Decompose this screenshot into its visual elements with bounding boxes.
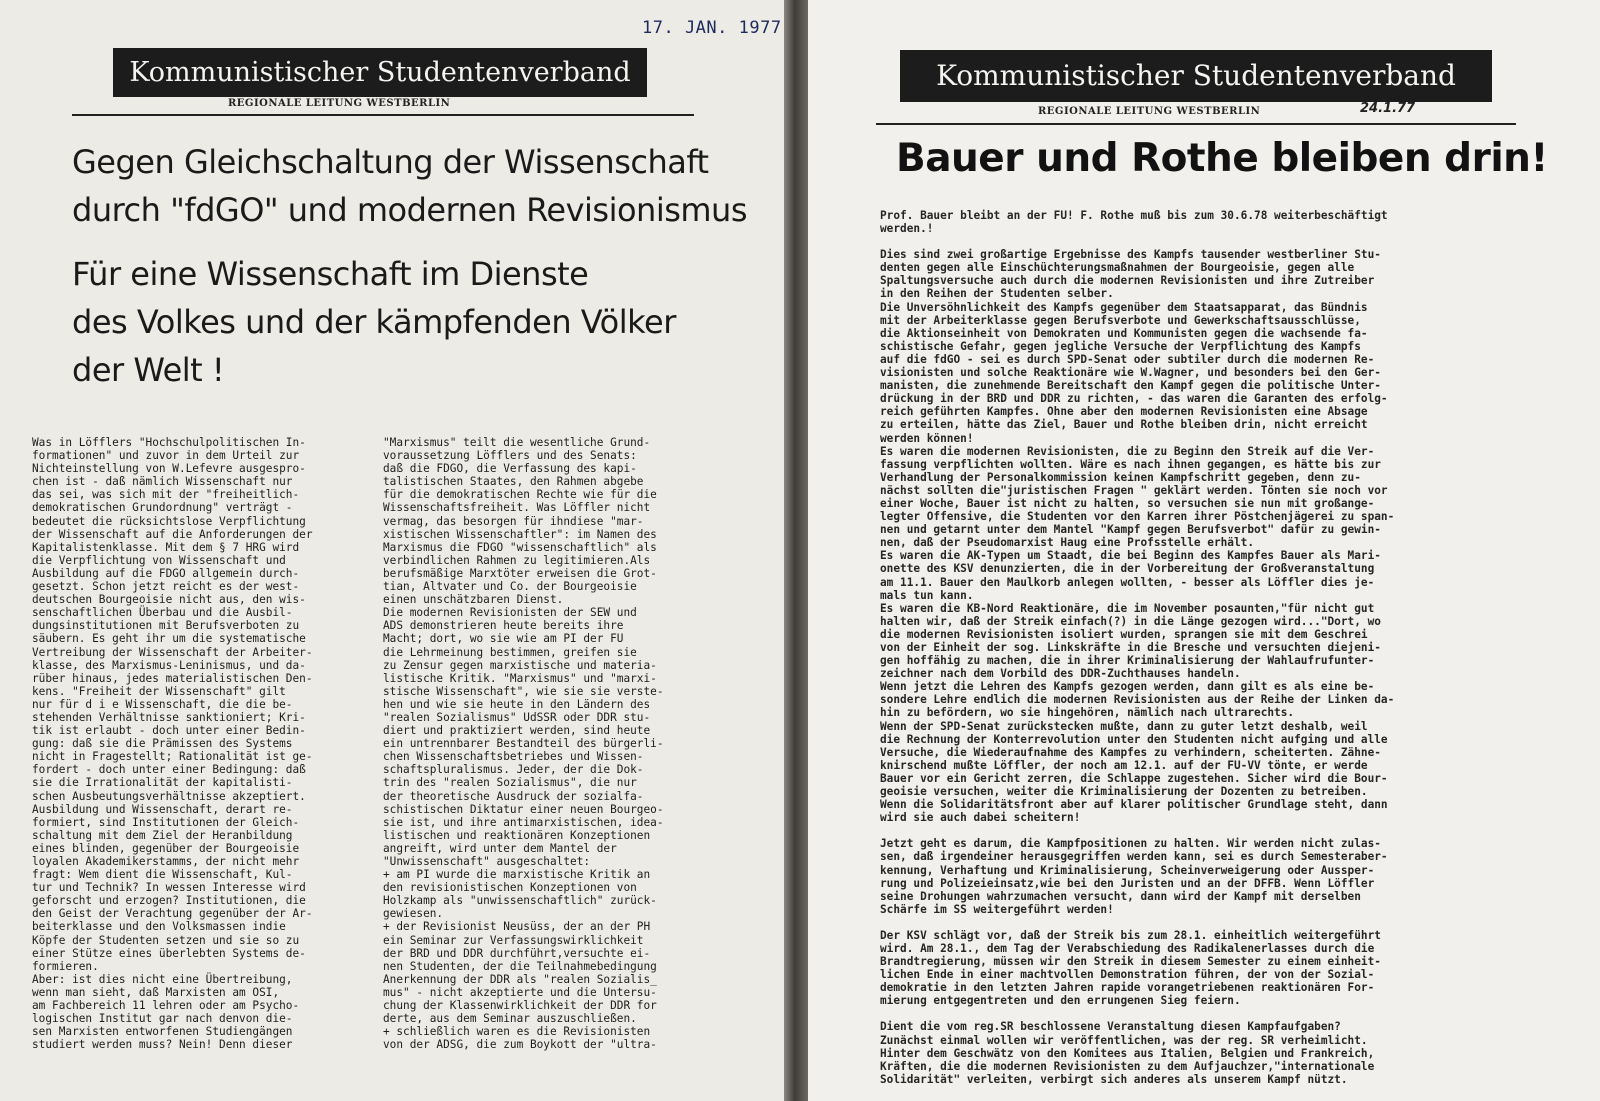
text-line: formiert, sind Institutionen der Gleich- [32,815,300,829]
text-line: Wenn jetzt die Lehren des Kampfs gezogen werden, dann gilt es als eine be- [880,680,1375,694]
text-line: gesetzt. Schon jetzt reicht es der west- [32,580,300,594]
text-line: "Unwissenschaft" ausgeschaltet: [383,855,591,868]
text-line: nen, daß der Pseudomarxist Haug eine Profsstelle erhält. [880,536,1255,550]
text-line: + der Revisionist Neusüss, der an der PH [383,920,651,934]
text-line: listischen und reaktionären Konzeptionen [383,828,651,842]
text-line: Wissenschaftsfreiheit. Was Löffler nicht [383,501,651,515]
text-line: Es waren die modernen Revisionisten, die zu Beginn den Streik auf die Ver- [880,444,1375,458]
text-line: nicht in Fragestellt; Rationalität ist ge- [32,750,313,764]
text-line: nächst sollten die"juristischen Fragen " geklärt werden. Tönten sie noch vor [880,483,1388,497]
text-line: chen ist - daß nämlich Wissenschaft nur [32,475,293,489]
text-line: kennung, Verhaftung und Kriminalisierung, Scheinverweigerung oder Aussper- [880,863,1375,877]
text-line: werden.! [880,222,934,236]
text-line: demokratischen Grundordnung" verträgt - [32,501,293,515]
text-line: fassung verpflichten wollten. Wäre es nach ihnen gegangen, es hätte bis zur [880,457,1381,471]
text-line: hen und wie sie heute in den Ländern des [383,697,651,711]
text-line: der theoretische Ausdruck der sozialfa- [383,789,644,803]
text-line: bedeutet die rücksichtslose Verpflichtung [32,514,306,528]
text-line: Holzkamp als "unwissenschaftlich" zurück- [383,894,657,908]
text-line: den Geist der Verachtung gegenüber der Ar- [32,907,313,921]
header-rule [72,114,694,116]
text-line: diert und praktiziert werden, sind heute [383,724,651,738]
text-line: Es waren die AK-Typen um Staadt, die bei Beginn des Kampfes Bauer als Mari- [880,549,1381,563]
text-line: ein untrennbarer Bestandteil des bürgerli- [383,737,664,751]
text-line: Was in Löfflers "Hochschulpolitischen In- [32,436,306,449]
text-line: einer Woche, Bauer ist nicht zu halten, so versuchen sie nun mit großange- [880,496,1375,510]
text-line: denten gegen alle Einschüchterungsmaßnahmen der Bourgeoisie, gegen alle [880,261,1355,275]
text-line: ADS demonstrieren heute bereits ihre [383,619,624,633]
text-line: fragt: Wem dient die Wissenschaft, Kul- [32,868,293,882]
text-line: listische Kritik. "Marxismus" und "marxi- [383,671,657,685]
text-line: daß die FDGO, die Verfassung des kapi- [383,462,637,476]
page-gutter [784,0,808,1101]
text-line: chung der Klassenwirklichkeit der DDR for [383,999,657,1013]
text-line: fordert - doch unter einer Bedingung: daß [32,763,306,777]
handwritten-headline [72,138,747,394]
text-line: wenn man sieht, daß Marxisten am OSI, [32,985,280,999]
masthead-subheading: REGIONALE LEITUNG WESTBERLIN [228,98,451,109]
text-line: Macht; dort, wo sie wie am PI der FU [383,632,624,646]
text-line: sen Marxisten entworfenen Studiengängen [32,1025,293,1039]
article-body [880,209,1590,1086]
text-line: säubern. Es geht ihr um die systematische [32,632,306,646]
text-line: beiterklasse und den Volksmassen indie [32,920,286,934]
text-line: angreift, wird unter dem Mantel der [383,841,617,855]
text-line: am Fachbereich 11 lehren oder am Psycho- [32,999,300,1013]
text-line: deutschen Bourgeoisie nicht aus, den wis- [32,593,306,607]
text-line: studiert werden muss? Nein! Denn dieser [32,1038,293,1052]
headline-line: des Volkes und der kämpfenden Völker [72,303,676,341]
text-line: xistischen Wissenschaftler": im Namen des [383,527,657,541]
text-line: wird. Am 28.1., dem Tag der Verabschiedung des Radikalenerlasses durch die [880,941,1375,955]
text-line: Marxismus die FDGO "wissenschaftlich" als [383,540,657,554]
text-line: Aber: ist dies nicht eine Übertreibung, [32,972,293,986]
text-line: schistische Gefahr, gegen jegliche Versuche der Verpflichtung des Kampfs [880,339,1361,353]
headline-line: Für eine Wissenschaft im Dienste [72,255,589,293]
text-line: lichen Ende in einer machtvollen Demonstration führen, der von der Sozial- [880,968,1375,982]
masthead-subheading: REGIONALE LEITUNG WESTBERLIN [1038,106,1261,117]
text-line: geoisie versuchen, weiter die Kriminalisierung der Dozenten zu betreiben. [880,785,1368,799]
text-line: Wenn die Solidaritätsfront aber auf klarer politischer Grundlage steht, dann [880,798,1388,812]
text-line: eines blinden, gegenüber der Bourgeoisie [32,841,300,855]
text-line: nen und getarnt unter dem Mantel "Kampf gegen Berufsverbot" dafür zu gewin- [880,523,1381,537]
text-line: Es waren die KB-Nord Reaktionäre, die im November posaunten,"für nicht gut [880,601,1375,615]
text-line [880,1007,1590,1020]
text-line: am 11.1. Bauer den Maulkorb anlegen wollten, - besser als Löffler dies je- [880,575,1375,589]
text-line: Der KSV schlägt vor, daß der Streik bis zum 28.1. einheitlich weitergeführt [880,928,1381,942]
right-leaflet-page [808,0,1600,1101]
text-line: schaftspluralismus. Jeder, der die Dok- [383,763,644,777]
text-line: Ausbildung auf die FDGO allgemein durch- [32,566,300,580]
text-line: nen Studenten, der die Teilnahmebedingung [383,959,657,973]
text-line: werden können! [880,431,974,445]
text-line: rung und Polizeieinsatz,wie bei den Juristen und an der DFFB. Wenn Löffler [880,876,1375,890]
text-line: geforscht und erzogen? Institutionen, die [32,894,306,908]
handwritten-headline: Bauer und Rothe bleiben drin! [896,136,1548,181]
text-line: Ausbildung und Wissenschaft, derart re- [32,802,293,816]
text-line [880,235,1590,248]
text-line: manisten, die zunehmende Bereitschaft den Kampf gegen die politische Unter- [880,379,1381,393]
text-line: gung: daß sie die Prämissen des Systems [32,737,293,751]
text-line: die modernen Revisionisten isoliert wurden, sprangen sie mit dem Geschrei [880,627,1368,641]
text-line: auf die fdGO - sei es durch SPD-Senat oder subtiler durch die modernen Re- [880,352,1375,366]
text-line: sen, daß irgendeiner herausgegriffen werden kann, sei es durch Semesteraber- [880,850,1388,864]
text-line: das sei, was sich mit der "freiheitlich- [32,488,300,502]
article-column-2 [383,436,743,1051]
text-line: Nichteinstellung von W.Lefevre ausgespro- [32,462,306,476]
text-line: mierung entgegentreten und den errungenen Sieg feiern. [880,994,1241,1008]
text-line: rüber hinaus, jedes materialistischen Den- [32,671,313,685]
text-line: onette des KSV denunzierten, die in der Vorbereitung der Großveranstaltung [880,562,1375,576]
text-line: derte, aus dem Seminar auszuschließen. [383,1012,637,1026]
headline-line: der Welt ! [72,351,225,389]
text-line: voraussetzung Löfflers und des Senats: [383,449,637,463]
text-line: Jetzt geht es darum, die Kampfpositionen zu halten. Wir werden nicht zulas- [880,837,1381,851]
text-line: tik ist erlaubt - doch unter einer Bedin- [32,724,306,738]
text-line: gen hoffähig zu machen, die in ihrer Kriminalisierung der Wahlaufrufunter- [880,654,1375,668]
text-line: trin des "realen Sozialismus", die nur [383,776,637,790]
text-line: hin zu befördern, wo sie hingehören, nämlich nach ultrarechts. [880,706,1295,720]
handwritten-date: 24.1.77 [1360,101,1416,116]
text-line: + am PI wurde die marxistische Kritik an [383,868,651,882]
text-line: stische Wissenschaft", wie sie sie verste- [383,684,664,698]
text-line: nur für d i e Wissenschaft, die die be- [32,697,293,711]
text-line: Zunächst einmal wollen wir veröffentlichen, was der reg. SR verheimlicht. [880,1033,1368,1047]
text-line: Kräften, die die modernen Revisionisten zu dem Aufjauchzer,"internationale [880,1059,1375,1073]
text-line [880,916,1590,929]
text-line: verbindlichen Rahmen zu legitimieren.Als [383,553,651,567]
text-line: Verhandlung der Personalkommission keinen Kampfschritt gegeben, denn zu- [880,470,1361,484]
text-line: in den Reihen der Studenten selber. [880,287,1114,301]
left-leaflet-page [0,0,784,1101]
text-line: schaltung mit dem Ziel der Heranbildung [32,828,293,842]
text-line: Vertreibung der Wissenschaft der Arbeiter- [32,645,313,659]
text-line: formieren. [32,959,99,973]
text-line: zu Zensur gegen marxistische und materia- [383,658,657,672]
text-line: wird sie auch dabei scheitern! [880,811,1081,825]
text-line: dungsinstitutionen mit Berufsverboten zu [32,619,300,633]
text-line: demokratie in den letzten Jahren rapide vorangetriebenen reaktionären For- [880,981,1375,995]
text-line: + schließlich waren es die Revisionisten [383,1025,651,1039]
text-line: Solidarität" verleiten, verbirgt sich anderes als unserem Kampf nützt. [880,1072,1348,1086]
text-line: die Lehrmeinung bestimmen, greifen sie [383,645,637,659]
text-line: sondere Lehre endlich die modernen Revisionisten aus der Reihe der Linken da- [880,693,1395,707]
text-line: mit der Arbeiterklasse gegen Berufsverbote und Gewerkschaftsausschlüsse, [880,313,1361,327]
text-line: Hinter dem Geschwätz von den Komitees aus Italien, Belgien und Frankreich, [880,1046,1375,1060]
text-line: seine Drohungen wahrzumachen versucht, dann wird der Kampf mit derselben [880,889,1361,903]
text-line: die Rechnung der Konterrevolution unter den Studenten nicht aufging und alle [880,732,1388,746]
text-line: Brandtregierung, müssen wir den Streik in diesem Semester zu einem einheit- [880,955,1381,969]
text-line: zu erteilen, hätte das Ziel, Bauer und Rothe bleiben drin, nicht erreicht [880,418,1368,432]
text-line: zeichner nach dem Vorbild des DDR-Zuchthauses handeln. [880,667,1241,681]
text-line: tur und Technik? In wessen Interesse wird [32,881,306,895]
text-line: stehenden Verhältnisse sanktioniert; Kri- [32,710,306,724]
text-line: Spaltungsversuche auch durch die modernen Revisionisten und ihre Zutreiber [880,274,1375,288]
text-line: "realen Sozialismus" UdSSR oder DDR stu- [383,710,651,724]
text-line: logischen Institut gar nach denvon die- [32,1012,293,1026]
text-line: berufsmäßige Marxtöter erweisen die Grot- [383,566,657,580]
date-stamp: 17. JAN. 1977 [642,18,782,38]
text-line: klasse, des Marxismus-Leninismus, und da- [32,658,306,672]
text-line: die Aktionseinheit von Demokraten und Kommunisten gegen die wachsende fa- [880,326,1368,340]
headline-line: durch "fdGO" und modernen Revisionismus [72,191,747,229]
text-line: Die modernen Revisionisten der SEW und [383,606,637,620]
text-line: einer Stütze eines überlebten Systems de- [32,946,306,960]
text-line: Köpfe der Studenten setzen und sie so zu [32,933,300,947]
text-line: der Wissenschaft auf die Anforderungen der [32,527,313,541]
text-line: formationen" und zuvor in dem Urteil zur [32,449,300,463]
text-line: schen Ausbeutungsverhältnisse akzeptiert. [32,789,306,803]
text-line: Bauer vor ein Gericht zerren, die Schlappe zugestehen. Sicher wird die Bour- [880,771,1388,785]
text-line: reich geführten Kampfes. Ohne aber den modernen Revisionisten eine Absage [880,405,1368,419]
text-line: für die demokratischen Rechte wie für die [383,488,657,502]
text-line: "Marxismus" teilt die wesentliche Grund- [383,436,651,449]
text-line: von der ADSG, die zum Boykott der "ultra- [383,1038,657,1052]
text-line: Die Unversöhnlichkeit des Kampfs gegenüber dem Staatsapparat, das Bündnis [880,300,1368,314]
text-line: schistischen Diktatur einer neuen Bourgeo- [383,802,664,816]
text-line: Anerkennung der DDR als "realen Sozialis_ [383,972,657,986]
text-line: mus" - nicht akzeptierte und die Untersu- [383,985,657,999]
text-line: chen Wissenschaftsbetriebes und Wissen- [383,750,644,764]
text-line: Versuche, die Wiederaufnahme des Kampfes zu verhindern, scheiterten. Zähne- [880,745,1381,759]
text-line: senschaftlichen Überbau und die Ausbil- [32,606,293,620]
article-column-1 [32,436,387,1051]
text-line: halten wir, daß der Streik einfach(?) in die Länge gezogen wird..."Dort, wo [880,614,1381,628]
text-line: sie die Irrationalität der kapitalisti- [32,776,293,790]
text-line: Prof. Bauer bleibt an der FU! F. Rothe muß bis zum 30.6.78 weiterbeschäftigt [880,209,1388,222]
text-line: Dient die vom reg.SR beschlossene Veranstaltung diesen Kampfaufgaben? [880,1020,1341,1034]
text-line: visionisten und solche Reaktionäre wie W.Wagner, und besonders bei den Ger- [880,366,1381,380]
text-line: legter Offensive, die Studenten vor den Karren ihrer Pöstchenjägerei zu span- [880,510,1395,524]
text-line: loyalen Akademikerstamms, der nicht mehr [32,855,300,868]
text-line: drückung in der BRD und DDR zu richten, - das waren die Garanten des erfolg- [880,392,1388,406]
text-line: Kapitalistenklasse. Mit dem § 7 HRG wird [32,540,300,554]
masthead: Kommunistischer Studentenverband [113,48,647,97]
headline-line: Gegen Gleichschaltung der Wissenschaft [72,143,709,181]
text-line: kens. "Freiheit der Wissenschaft" gilt [32,684,286,698]
text-line: ein Seminar zur Verfassungswirklichkeit [383,933,644,947]
text-line: tian, Altvater und Co. der Bourgeoisie [383,580,637,594]
text-line: von der Einheit der sog. Linkskräfte in die Bresche und versuchten diejeni- [880,641,1381,654]
text-line: talistischen Staates, den Rahmen abgebe [383,475,644,489]
text-line: gewiesen. [383,907,444,921]
text-line: einen unschätzbaren Dienst. [383,593,564,607]
text-line: der BRD und DDR durchführt,versuchte ei- [383,946,651,960]
masthead: Kommunistischer Studentenverband [900,50,1492,102]
text-line: sie ist, und ihre antimarxistischen, idea- [383,815,664,829]
text-line [880,824,1590,837]
text-line: mals tun kann. [880,588,974,602]
header-rule [876,123,1516,125]
text-line: vermag, das besorgen für ihndiese "mar- [383,514,644,528]
text-line: Dies sind zwei großartige Ergebnisse des Kampfs tausender westberliner Stu- [880,248,1381,262]
text-line: Wenn der SPD-Senat zurückstecken mußte, dann zu guter letzt deshalb, weil [880,719,1368,733]
text-line: knirschend mußte Löffler, der noch am 12.1. auf der FU-VV tönte, er werde [880,758,1368,772]
text-line: den revisionistischen Konzeptionen von [383,881,637,895]
text-line: Schärfe im SS weitergeführt werden! [880,902,1114,916]
text-line: die Verpflichtung von Wissenschaft und [32,553,286,567]
